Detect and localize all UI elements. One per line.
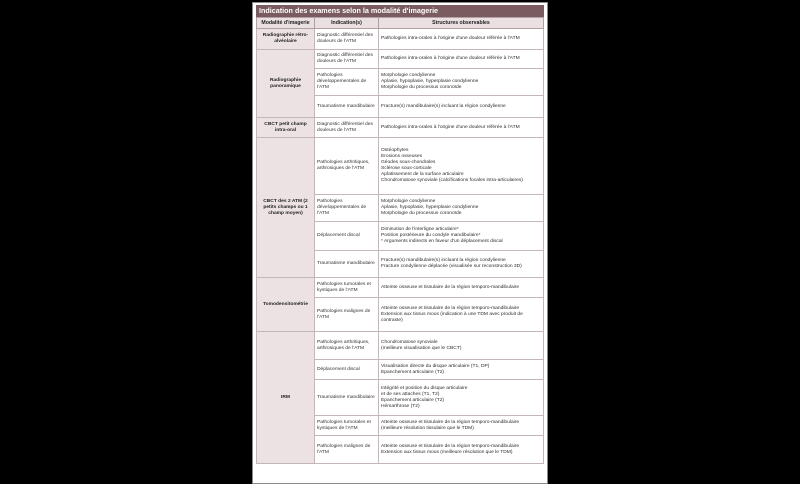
structures-cell: Intégrité et position du disque articulaire et de ses attaches (T1, T2) Epanchement articulaire (T2) Hémarthrose (T2) [379, 380, 544, 416]
header-row [257, 18, 544, 29]
header-indication: Indication(s) [315, 18, 379, 29]
indication-cell: Pathologies tumorales et kystiques de l'ATM [315, 278, 379, 298]
table-row [257, 29, 544, 50]
structures-cell: Atteinte osseuse et tissulaire de la région temporo-mandibulaire (meilleure résolution tissulaire que le TDM) [379, 416, 544, 436]
modality-cell: IRM [257, 332, 315, 464]
indication-cell: Pathologies arthritiques, arthrosiques de l'ATM [315, 332, 379, 360]
modality-cell: Tomodensitométrie [257, 278, 315, 332]
indication-cell: Pathologies malignes de l'ATM [315, 436, 379, 464]
indication-cell: Pathologies malignes de l'ATM [315, 298, 379, 332]
table-row [257, 138, 544, 195]
structures-cell: Pathologies intra-orales à l'origine d'une douleur référée à l'ATM [379, 29, 544, 50]
indication-cell: Pathologies arthritiques, arthrosiques de l'ATM [315, 138, 379, 195]
indication-cell: Pathologies tumorales et kystiques de l'ATM [315, 416, 379, 436]
indications-table [256, 17, 544, 464]
table-row [257, 332, 544, 360]
structures-cell: Morphologie condylienne Aplasie, hypoplasie, hyperplasie condylienne Morphologie du processus coronoïde [379, 195, 544, 222]
indication-cell: Pathologies développementales de l'ATM [315, 195, 379, 222]
indication-cell: Pathologies développementales de l'ATM [315, 69, 379, 96]
table-body [257, 29, 544, 464]
indication-cell: Traumatisme mandibulaire [315, 96, 379, 118]
header-modality: Modalité d'imagerie [257, 18, 315, 29]
structures-cell: Fracture(s) mandibulaire(s) incluant la région condylienne [379, 96, 544, 118]
structures-cell: Diminution de l'interligne articulaire* Position postérieure du condyle mandibulaire* * Arguments indirects en faveur d'un déplacement discal [379, 222, 544, 251]
structures-cell: Pathologies intra-orales à l'origine d'une douleur référée à l'ATM [379, 118, 544, 138]
structures-cell: Pathologies intra-orales à l'origine d'une douleur référée à l'ATM [379, 50, 544, 69]
indication-cell: Déplacement discal [315, 360, 379, 380]
modality-cell: CBCT petit champ intra-oral [257, 118, 315, 138]
indication-cell: Traumatisme mandibulaire [315, 251, 379, 278]
table-row [257, 118, 544, 138]
modality-cell: CBCT des 2 ATM (2 petits champs ou 1 champ moyen) [257, 138, 315, 278]
structures-cell: Chondromatose synoviale (meilleure visualisation que le CBCT) [379, 332, 544, 360]
document-page [252, 2, 548, 484]
structures-cell: Visualisation directe du disque articulaire (T1, DP) Epanchement articulaire (T2) [379, 360, 544, 380]
table-title: Indication des examens selon la modalité d'imagerie [256, 5, 544, 17]
indication-cell: Diagnostic différentiel des douleurs de l'ATM [315, 29, 379, 50]
modality-cell: Radiographie panoramique [257, 50, 315, 118]
structures-cell: Morphologie condylienne Aplasie, hypoplasie, hyperplasie condylienne Morphologie du processus coronoïde [379, 69, 544, 96]
table-row [257, 50, 544, 69]
header-structures: Structures observables [379, 18, 544, 29]
indication-cell: Diagnostic différentiel des douleurs de l'ATM [315, 118, 379, 138]
structures-cell: Atteinte osseuse et tissulaire de la région temporo-mandibulaire Extension aux tissus mous (indication à une TDM avec produit de contraste) [379, 298, 544, 332]
modality-cell: Radiographie rétro-alvéolaire [257, 29, 315, 50]
structures-cell: Ostéophytes Erosions osseuses Géodes sous-chondrales Sclérose sous-corticale Aplatissement de la surface articulaire Chondromatose synoviale (calcifications focales intra-articulaires) [379, 138, 544, 195]
structures-cell: Fracture(s) mandibulaire(s) incluant la région condylienne Fracture condylienne déplacée (visualisée sur reconstruction 3D) [379, 251, 544, 278]
indication-cell: Déplacement discal [315, 222, 379, 251]
structures-cell: Atteinte osseuse et tissulaire de la région temporo-mandibulaire Extension aux tissus mous (meilleure résolution que le TDM) [379, 436, 544, 464]
indication-cell: Diagnostic différentiel des douleurs de l'ATM [315, 50, 379, 69]
table-row [257, 278, 544, 298]
indication-cell: Traumatisme mandibulaire [315, 380, 379, 416]
structures-cell: Atteinte osseuse et tissulaire de la région temporo-mandibulaire [379, 278, 544, 298]
